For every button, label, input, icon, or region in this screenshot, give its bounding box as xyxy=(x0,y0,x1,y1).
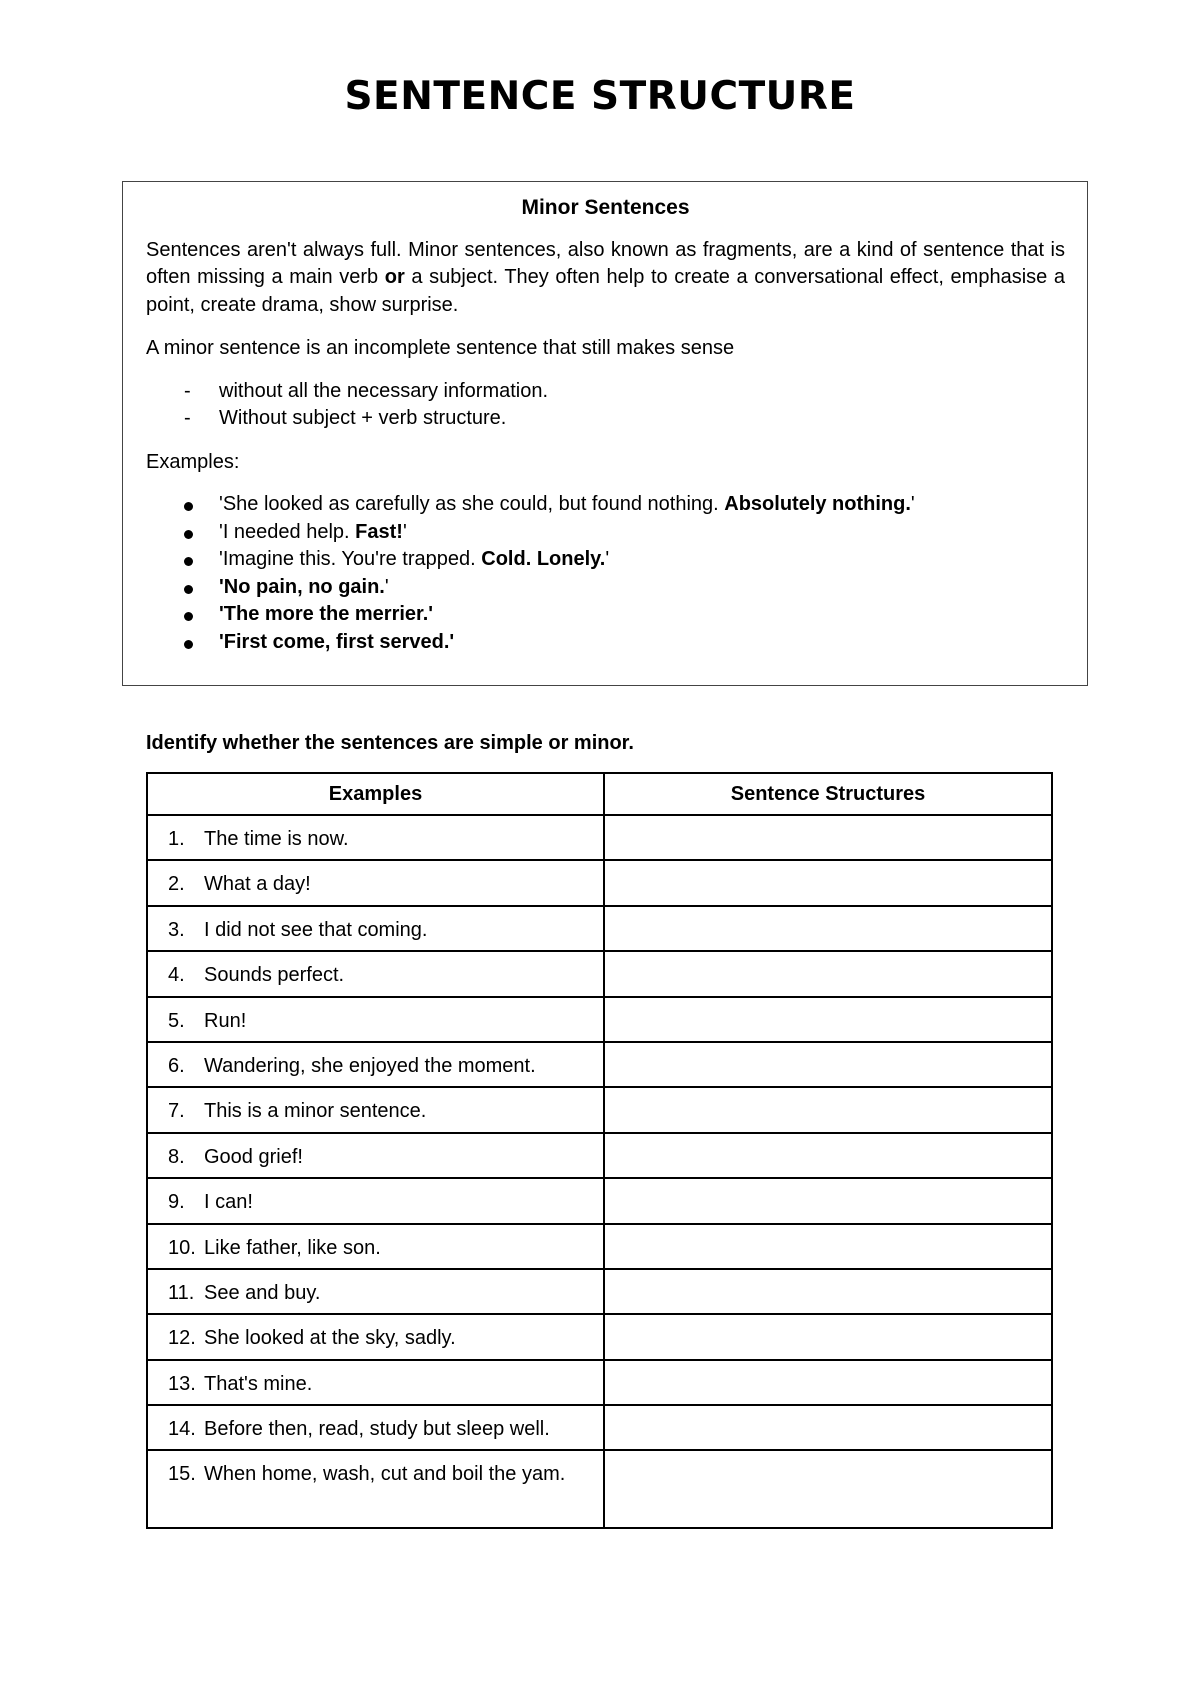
table-row xyxy=(147,1450,1052,1528)
dash-marker: - xyxy=(184,407,191,429)
examples-list xyxy=(146,491,1065,656)
example-cell xyxy=(147,1269,604,1314)
example-text: Like father, like son. xyxy=(204,1236,381,1259)
row-number: 5. xyxy=(168,1009,185,1032)
example-cell xyxy=(147,1042,604,1087)
example-text: What a day! xyxy=(204,873,311,896)
table-body xyxy=(147,815,1052,1528)
table-row xyxy=(147,1178,1052,1223)
bullet-icon xyxy=(184,640,193,649)
answer-cell[interactable] xyxy=(604,1042,1052,1087)
column-header-examples: Examples xyxy=(147,773,604,815)
page-title: SENTENCE STRUCTURE xyxy=(344,74,856,119)
answer-cell[interactable] xyxy=(604,1269,1052,1314)
intro-paragraph: Sentences aren't always full. Minor sentences, also known as fragments, are a kind of sentence that is often missing a main verb or a subject. They often help to create a conversational effect, emphasise a point, create drama, show surprise. xyxy=(146,238,1066,316)
row-number: 4. xyxy=(168,964,185,987)
example-cell xyxy=(147,1224,604,1269)
example-cell xyxy=(147,906,604,951)
example-text: Wandering, she enjoyed the moment. xyxy=(204,1054,536,1077)
example-cell xyxy=(147,860,604,905)
row-number: 3. xyxy=(168,918,185,941)
list-item: 'Imagine this. You're trapped. Cold. Lonely.' xyxy=(146,546,1065,574)
dash-marker: - xyxy=(184,379,191,402)
example-text: Before then, read, study but sleep well. xyxy=(204,1418,550,1441)
bullet-icon xyxy=(184,585,193,594)
row-number: 8. xyxy=(168,1145,185,1168)
table-row xyxy=(147,815,1052,860)
list-item: 'No pain, no gain.' xyxy=(146,574,1065,602)
answer-cell[interactable] xyxy=(604,860,1052,905)
table-row xyxy=(147,906,1052,951)
answer-cell[interactable] xyxy=(604,906,1052,951)
row-number: 2. xyxy=(168,873,185,896)
answer-cell[interactable] xyxy=(604,1087,1052,1132)
example-text: When home, wash, cut and boil the yam. xyxy=(204,1463,566,1486)
table-row xyxy=(147,1405,1052,1450)
list-item: 'She looked as carefully as she could, but found nothing. Absolutely nothing.' xyxy=(146,491,1065,519)
instruction-text: Identify whether the sentences are simple or minor. xyxy=(146,732,634,754)
bullet-icon xyxy=(184,557,193,566)
answer-cell[interactable] xyxy=(604,815,1052,860)
row-number: 12. xyxy=(168,1327,196,1350)
example-text: I did not see that coming. xyxy=(204,918,428,941)
row-number: 11. xyxy=(168,1281,195,1304)
table-row xyxy=(147,1087,1052,1132)
table-row xyxy=(147,997,1052,1042)
row-number: 6. xyxy=(168,1054,185,1077)
example-text: The time is now. xyxy=(204,828,349,850)
bullet-icon xyxy=(184,530,193,539)
column-header-structures: Sentence Structures xyxy=(604,773,1052,815)
example-cell xyxy=(147,815,604,860)
example-cell xyxy=(147,997,604,1042)
list-item: - Without subject + verb structure. xyxy=(146,405,1065,433)
table-row xyxy=(147,860,1052,905)
example-cell xyxy=(147,1133,604,1178)
row-number: 10. xyxy=(168,1236,196,1259)
example-text: Sounds perfect. xyxy=(204,964,345,987)
example-cell xyxy=(147,1360,604,1405)
row-number: 9. xyxy=(168,1191,185,1214)
bullet-icon xyxy=(184,502,193,511)
example-cell xyxy=(147,1450,604,1528)
definition-paragraph: A minor sentence is an incomplete sentence that still makes sense xyxy=(146,337,735,359)
examples-table xyxy=(146,772,1053,1529)
example-cell xyxy=(147,1178,604,1223)
answer-cell[interactable] xyxy=(604,1224,1052,1269)
answer-cell[interactable] xyxy=(604,1450,1052,1528)
table-header-row xyxy=(147,773,1052,815)
list-item: 'First come, first served.' xyxy=(146,629,1065,657)
table-row xyxy=(147,1224,1052,1269)
example-cell xyxy=(147,1314,604,1359)
answer-cell[interactable] xyxy=(604,1360,1052,1405)
example-text: Good grief! xyxy=(204,1145,303,1168)
example-text: Run! xyxy=(204,1009,247,1032)
table-row xyxy=(147,1133,1052,1178)
examples-label: Examples: xyxy=(146,450,240,473)
answer-cell[interactable] xyxy=(604,1405,1052,1450)
row-number: 7. xyxy=(168,1100,185,1123)
example-text: She looked at the sky, sadly. xyxy=(204,1327,456,1350)
dash-list xyxy=(146,378,1065,433)
example-text: See and buy. xyxy=(204,1281,321,1304)
answer-cell[interactable] xyxy=(604,1178,1052,1223)
answer-cell[interactable] xyxy=(604,1314,1052,1359)
answer-cell[interactable] xyxy=(604,997,1052,1042)
list-item: 'I needed help. Fast!' xyxy=(146,519,1065,547)
box-heading: Minor Sentences xyxy=(521,196,690,219)
list-item: - without all the necessary information. xyxy=(146,378,1065,406)
row-number: 14. xyxy=(168,1418,196,1441)
example-cell xyxy=(147,1405,604,1450)
example-cell xyxy=(147,951,604,996)
minor-sentences-box xyxy=(122,181,1088,686)
row-number: 1. xyxy=(168,828,185,850)
answer-cell[interactable] xyxy=(604,1133,1052,1178)
table-row xyxy=(147,1360,1052,1405)
answer-cell[interactable] xyxy=(604,951,1052,996)
example-text: I can! xyxy=(204,1191,253,1214)
table-row xyxy=(147,1042,1052,1087)
bullet-icon xyxy=(184,612,193,621)
table-row xyxy=(147,1314,1052,1359)
row-number: 15. xyxy=(168,1463,196,1486)
table-row xyxy=(147,1269,1052,1314)
table-row xyxy=(147,951,1052,996)
list-item: 'The more the merrier.' xyxy=(146,601,1065,629)
example-text: That's mine. xyxy=(204,1372,313,1395)
example-text: This is a minor sentence. xyxy=(204,1100,427,1123)
row-number: 13. xyxy=(168,1372,196,1395)
example-cell xyxy=(147,1087,604,1132)
